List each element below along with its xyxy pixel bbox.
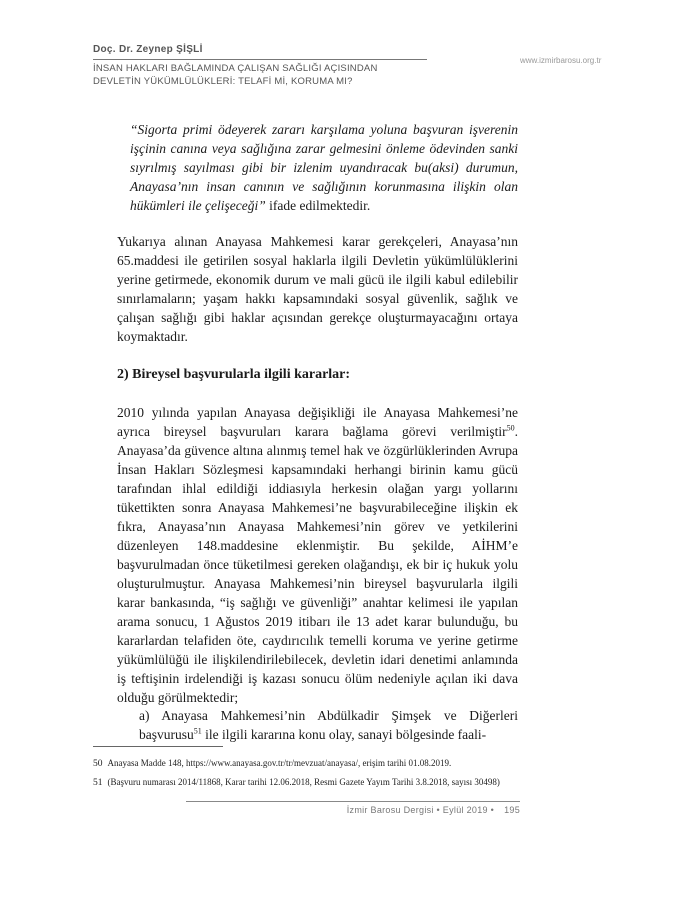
footnote-ref-51[interactable]: 51 (193, 726, 202, 736)
footnote-51-number: 51 (93, 778, 103, 788)
paragraph-2-part-2: . Anayasa’da güvence altına alınmış temel hak ve özgürlüklerinden Avrupa İnsan Hakları Sözleşmesi kapsamındaki herhangi birinin kamu gücü tarafından ihlal edildiği iddiasıyla herkesin olağan yargı yollarını tükettikten sonra Anayasa Mahkemesi’ne başvurabileceğine ilişkin ek fıkra, Anayasa’nın Anayasa Mahkemesi’nin görev ve yetkilerini düzenleyen 148.maddesine eklenmiştir. Bu şekilde, AİHM’e başvurulmadan önce tüketilmesi gereken olağandışı, ek bir iç hukuk yolu oluşturulmuştur. Anayasa Mahkemesi’nin bireysel başvurularla ilgili karar bankasında, “iş sağlığı ve güvenliği” anahtar kelimesi ile yapılan arama sonucu, 1 Ağustos 2019 itibarı ile 13 adet karar bulunduğu, bu kararlardan telafiden öte, caydırıcılık temelli koruma ve yerine getirme yükümlülüğü ile ilişkilendirilebilecek, devletin idari denetimi anlamında iş teftişinin irdelendiği iş kazası sonucu ölüm nedeniyle açılan iki dava olduğu görülmektedir; (117, 424, 518, 705)
footnote-50-text: Anayasa Madde 148, https://www.anayasa.gov.tr/tr/mevzuat/anayasa/, erişim tarihi 01.08.2019. (107, 758, 452, 768)
body-paragraph-1 (117, 232, 518, 346)
paragraph-2-part-1: 2010 yılında yapılan Anayasa değişikliği ile Anayasa Mahkemesi’ne ayrıca bireysel başvuruları karara bağlama görevi verilmiştir (117, 405, 518, 439)
footnote-51-text: (Başvuru numarası 2014/11868, Karar tarihi 12.06.2018, Resmi Gazete Yayım Tarihi 3.8.2018, sayısı 30498) (107, 777, 500, 787)
header-title-line-1: İNSAN HAKLARI BAĞLAMINDA ÇALIŞAN SAĞLIĞI AÇISINDAN (93, 63, 378, 74)
body-paragraph-2 (117, 403, 518, 707)
header-url: www.izmirbarosu.org.tr (520, 56, 602, 65)
quote-tail-text: ifade edilmektedir. (265, 198, 371, 213)
item-a-part-1: a) Anayasa Mahkemesi’nin Abdülkadir Şimşek ve Diğerleri başvurusu (139, 708, 518, 742)
page-number: 195 (504, 805, 520, 815)
header-divider (93, 59, 427, 60)
list-item-a (139, 706, 518, 744)
footnote-divider (93, 746, 223, 747)
block-quote (130, 120, 518, 215)
header-title-line-2: DEVLETİN YÜKÜMLÜLÜKLERİ: TELAFİ Mİ, KORUMA MI? (93, 75, 353, 87)
paragraph-1-text (117, 232, 518, 346)
paragraph-1-content: Yukarıya alınan Anayasa Mahkemesi karar gerekçeleri, Anayasa’nın 65.maddesi ile getirilen sosyal haklarla ilgili Devletin yükümlülüklerini yerine getirmede, ekonomik durum ve mali gücü ile ilgili kabul edilebilir sınırlamaların; yaşam hakkı kapsamındaki sosyal güvenlik, sağlık ve çalışan sağlığı gibi haklar açısından gerekçe oluşturmayacağını ortaya koymaktadır. (117, 234, 518, 344)
header-author: Doç. Dr. Zeynep ŞİŞLİ (93, 44, 203, 55)
footer-journal: İzmir Barosu Dergisi • Eylül 2019 • (346, 805, 495, 815)
footer-divider (186, 801, 520, 802)
footnote-50 (93, 757, 533, 770)
item-a-part-2: ile ilgili kararına konu olay, sanayi bölgesinde faali- (201, 727, 487, 742)
paragraph-2-text (117, 403, 518, 707)
footnote-51 (93, 776, 533, 789)
running-footer (347, 805, 520, 815)
footnote-ref-50[interactable]: 50 (506, 423, 515, 433)
quote-italic-text: “Sigorta primi ödeyerek zararı karşılama yoluna başvuran işverenin işçinin canına veya sağlığına zarar gelmesini önleme ödevinden sanki sıyrılmış sayılması gibi bir izlenim uyandıracak bu(aksi) durumun, Anayasa’nın insan canının ve sağlığının korunmasına ilişkin olan hükümleri ile çelişeceği” (130, 122, 518, 213)
header-article-title (93, 63, 433, 88)
item-a-text (139, 706, 518, 744)
section-heading: 2) Bireysel başvurularla ilgili kararlar: (117, 367, 351, 382)
footnote-50-number: 50 (93, 759, 103, 769)
